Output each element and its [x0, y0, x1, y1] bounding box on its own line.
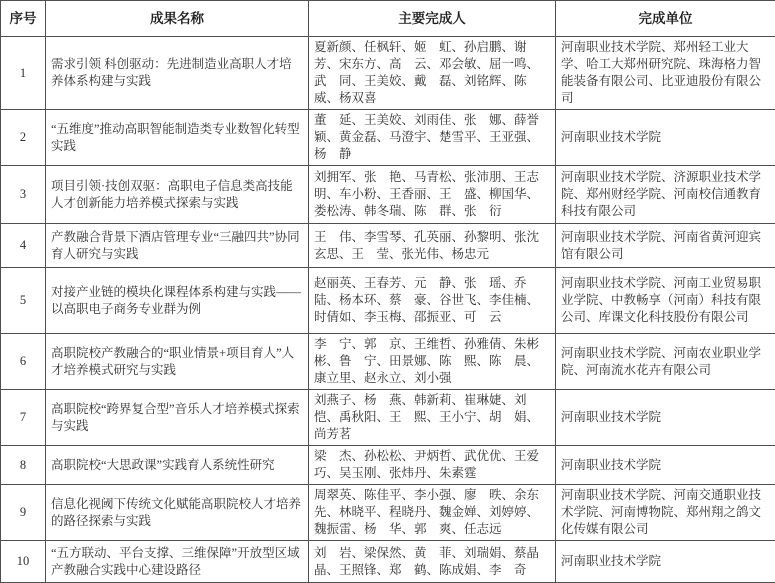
achievement-name-cell: “五方联动、平台支撑、三维保障”开放型区域产教融合实践中心建设路径: [46, 541, 309, 583]
contributors-cell: 刘 岩、梁保然、黄 菲、刘瑞娟、蔡晶晶、王照锋、郑 鹤、陈成娟、李 奇: [309, 541, 556, 583]
contributors-cell: 董 延、王美姣、刘雨佳、张 娜、薛誉颖、黄金磊、马澄宇、楚雪平、王亚强、杨 静: [309, 110, 556, 166]
table-row: [1, 224, 775, 268]
contributors-cell: 刘拥军、张 艳、马青松、张沛朋、王志明、车小粉、王香丽、王 盛、柳国华、娄松涛、韩冬瑞、陈 群、张 衍: [309, 166, 556, 224]
table-row: [1, 37, 775, 110]
serial-number-cell: 4: [1, 224, 46, 268]
achievement-name-cell: 信息化视阈下传统文化赋能高职院校人才培养的路径探索与实践: [46, 485, 309, 541]
serial-number-cell: 9: [1, 485, 46, 541]
completing-units-cell: 河南职业技术学院、河南省黄河迎宾馆有限公司: [556, 224, 775, 268]
completing-units-cell: 河南职业技术学院: [556, 541, 775, 583]
completing-units-cell: 河南职业技术学院: [556, 446, 775, 485]
completing-units-cell: 河南职业技术学院: [556, 110, 775, 166]
header-completing-units: 完成单位: [556, 1, 775, 37]
serial-number-cell: 5: [1, 268, 46, 334]
completing-units-cell: 河南职业技术学院、河南工业贸易职业学院、中教畅享（河南）科技有限公司、库课文化科技股份有限公司: [556, 268, 775, 334]
contributors-cell: 赵丽英、王春芳、元 静、张 瑶、乔 陆、杨本环、蔡 豪、谷世飞、李佳楠、时倩如、李玉梅、邵振亚、可 云: [309, 268, 556, 334]
achievement-name-cell: 高职院校“跨界复合型”音乐人才培养模式探索与实践: [46, 390, 309, 446]
contributors-cell: 王 伟、李雪琴、孔英丽、孙黎明、张沈玄思、王 莹、张光伟、杨忠元: [309, 224, 556, 268]
achievement-name-cell: 产教融合背景下酒店管理专业“三融四共”协同育人研究与实践: [46, 224, 309, 268]
table-row: [1, 268, 775, 334]
table-row: [1, 446, 775, 485]
achievement-name-cell: 高职院校产教融合的“职业情景+项目育人”人才培养模式研究与实践: [46, 334, 309, 390]
header-serial-number: 序号: [1, 1, 46, 37]
serial-number-cell: 2: [1, 110, 46, 166]
table-row: [1, 166, 775, 224]
contributors-cell: 刘燕子、杨 燕、韩新莉、崔琳婕、刘 恺、禹秋阳、王 熙、王小宁、胡 娟、尚芳茗: [309, 390, 556, 446]
table-row: [1, 110, 775, 166]
achievement-name-cell: 项目引领·技创双驱：高职电子信息类高技能人才创新能力培养模式探索与实践: [46, 166, 309, 224]
contributors-cell: 李 宁、郭 京、王维哲、孙雅倩、朱彬彬、鲁 宁、田景娜、陈 熙、陈 晨、康立里、赵永立、刘小强: [309, 334, 556, 390]
header-achievement-name: 成果名称: [46, 1, 309, 37]
table-row: [1, 541, 775, 583]
completing-units-cell: 河南职业技术学院、郑州轻工业大学、哈工大郑州研究院、珠海格力智能装备有限公司、比亚迪股份有限公司: [556, 37, 775, 110]
completing-units-cell: 河南职业技术学院: [556, 390, 775, 446]
serial-number-cell: 3: [1, 166, 46, 224]
completing-units-cell: 河南职业技术学院、济源职业技术学院、郑州财经学院、河南校信通教育科技有限公司: [556, 166, 775, 224]
contributors-cell: 夏新颜、任枫轩、姬 虹、孙启鹏、谢 芳、宋东方、高 云、邓会敏、屈一鸣、武 同、王美姣、戴 磊、刘铭辉、陈 威、杨双喜: [309, 37, 556, 110]
table-row: [1, 485, 775, 541]
contributors-cell: 梁 杰、孙松松、尹炳哲、武优优、王爱巧、吴玉刚、张炜丹、朱素霆: [309, 446, 556, 485]
header-row: [1, 1, 775, 37]
table-row: [1, 334, 775, 390]
results-table-body: [1, 37, 775, 583]
achievement-name-cell: 高职院校“大思政课”实践育人系统性研究: [46, 446, 309, 485]
header-main-contributors: 主要完成人: [309, 1, 556, 37]
achievement-name-cell: 对接产业链的模块化课程体系构建与实践——以高职电子商务专业群为例: [46, 268, 309, 334]
table-row: [1, 390, 775, 446]
completing-units-cell: 河南职业技术学院、河南农业职业学院、河南流水花卉有限公司: [556, 334, 775, 390]
serial-number-cell: 7: [1, 390, 46, 446]
serial-number-cell: 1: [1, 37, 46, 110]
serial-number-cell: 10: [1, 541, 46, 583]
achievement-name-cell: “五维度”推动高职智能制造类专业数智化转型实践: [46, 110, 309, 166]
serial-number-cell: 8: [1, 446, 46, 485]
achievement-name-cell: 需求引领 科创驱动：先进制造业高职人才培养体系构建与实践: [46, 37, 309, 110]
serial-number-cell: 6: [1, 334, 46, 390]
contributors-cell: 周翠英、陈佳平、李小强、廖 昳、余东先、林晓平、程晓丹、魏金婵、刘婷婷、魏振雷、杨 华、郭 爽、任志远: [309, 485, 556, 541]
completing-units-cell: 河南职业技术学院、河南交通职业技术学院、河南博物院、郑州翔之鸽文化传媒有限公司: [556, 485, 775, 541]
